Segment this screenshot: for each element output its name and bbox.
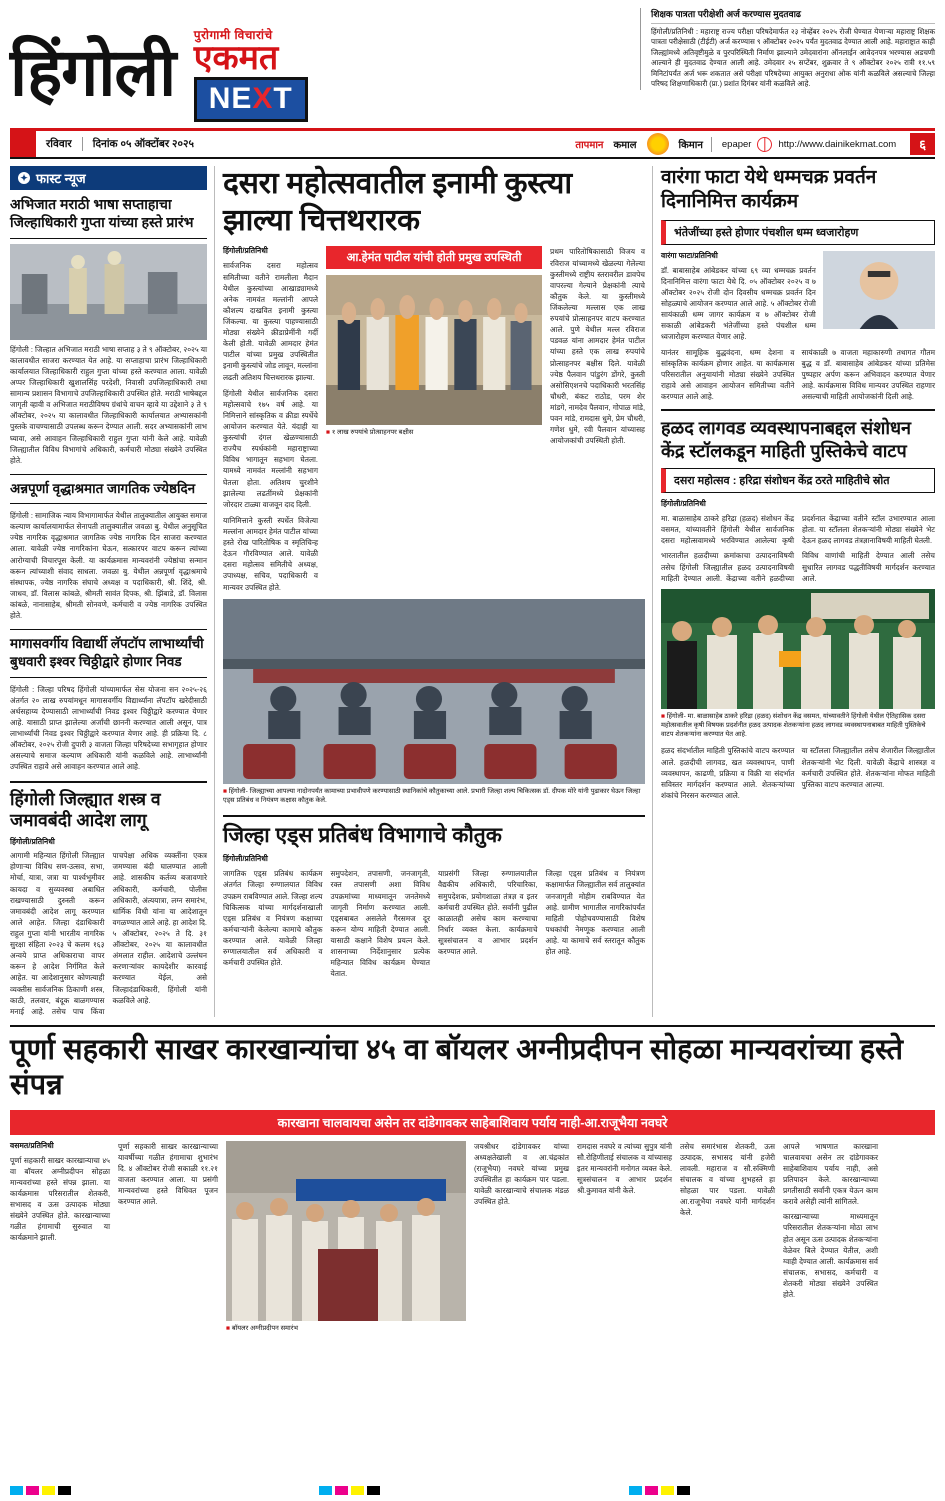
turmeric-photo-caption: ■ हिंगोली- मा. बाळासाहेब ठाकरे हरिद्रा (हळद) संशोधन केंद्र वसमत, यांच्यावतीने हिंगोली येथील ऐतिहासिक दसरा महोत्सवातील कृषी विषयक प्रदर्शनीत हळद उत्पादक शेतकऱ्यांना हळद लागवड व्यवस्थापनाबाबत माहिती पुस्तिकेचे वाटप शेतकऱ्यांना करण्यात येत आहे. xyxy=(661,712,926,739)
bottom-body-5: तसेच समारंभास शेतकरी, ऊस उत्पादक, सभासद यांनी हजेरी लावली. महाराज व सौ.रुक्मिणी संचालक व यांच्या शुभहस्ते हा सोहळा पार पडला. यावेळी आ.राजूभैया नवघरे यांनी मार्गदर्शन केले. xyxy=(680,1141,775,1218)
max-label: कमाल xyxy=(613,140,637,152)
story-body-2: हिंगोली : सामाजिक न्याय विभागामार्फत येथील तालुक्यातील आयुक्त समाज कल्याण कार्यालयामार्फत सेनापती तालुक्यातील जवळा बु. येथील अनुसूचित ज्येष्ठ नागरिक वृद्धाश्रमात जागतिक ज्येष्ठ नागरिक दिन साजरा करण्यात आला. यावेळी ज्येष्ठ नागरिकांना घेऊन, सत्कारपर वाटप करून त्यांच्या आरोग्याची विचारपूस केली. या कार्यक्रमास मान्यवरांनी ज्येष्ठांचा सन्मान करून त्यांच्याशी संवाद साधला. जवळा बु. येथील अन्नपूर्णा वृद्धाश्रमाचे संस्थापक, ज्येष्ठ नागरिक संघाचे अध्यक्ष व पदाधिकारी, श्री. शिंदे, श्री. जाधव, डॉ. विलास कांबळे, श्रीमती सावंत दिपक, श्री. झिंबाडे, डॉ. विलास कांबळे, नानासाहेब, श्रीमती सोनवणे, कर्मचारी व ज्येष्ठ नागरिक उपस्थित होते. xyxy=(10,511,207,621)
fast-news-label: फास्ट न्यूज xyxy=(36,171,86,187)
bottom-col-6 xyxy=(680,1141,775,1336)
bottom-body-3: जयश्रीधर दांडेगावकर यांच्या अध्यक्षतेखाली व आ.चंद्रकांत (राजूभैया) नवघरे यांच्या प्रमुख उपस्थितीत हा कार्यक्रम पार पडला. यावेळी कारखान्याचे संचालक मंडळ उपस्थित होते. xyxy=(474,1141,569,1207)
lead-photo-block xyxy=(326,246,542,592)
color-registration-bar xyxy=(10,1486,935,1495)
lead-kicker: आ.हेमंत पाटील यांची होती प्रमुख उपस्थिती xyxy=(326,246,542,269)
turmeric-body-3: हळद संदर्भातील माहिती पुस्तिकांचे वाटप करण्यात आले. हळदीची लागवड, खत व्यवस्थापन, पाणी व्यवस्थापन, काढणी, प्रक्रिया व विक्री या संदर्भात सविस्तर मार्गदर्शन करण्यात आले. शेतकऱ्यांच्या शंकांचे निरसन करण्यात आले. xyxy=(661,746,795,800)
photo-aids-meeting xyxy=(223,599,645,784)
caption-text: बॉयलर अग्नीप्रदीपन समारंभ xyxy=(231,1324,299,1332)
caption-text: हिंगोली- मा. बाळासाहेब ठाकरे हरिद्रा (हळद) संशोधन केंद्र वसमत, यांच्यावतीने हिंगोली येथील ऐतिहासिक दसरा महोत्सवातील कृषी विषयक प्रदर्शनीत हळद उत्पादक शेतकऱ्यांना हळद लागवड व्यवस्थापनाबाबत माहिती पुस्तिकेचे वाटप शेतकऱ्यांना करण्यात येत आहे. xyxy=(661,712,926,739)
middle-column xyxy=(223,166,653,1017)
color-swatch xyxy=(26,1486,39,1495)
ekmat-tagline: पुरोगामी विचारांचे xyxy=(193,28,273,42)
bottom-kicker: कारखाना चालवायचा असेन तर दांडेगावकर साहेबाशिवाय पर्याय नाही-आ.राजूभैया नवघरे xyxy=(10,1110,935,1135)
photo-abhijat-marathi xyxy=(10,244,207,340)
aids-body-columns xyxy=(223,868,645,979)
lead-body-1: सार्वजनिक दसरा महोत्सव समितीच्या वतीने रामलीला मैदान येथील कुस्त्यांच्या आखाड्यामध्ये अनेक नामवंत मल्लांनी आपले कौशल्य दाखवित इनामी कुस्त्या जिंकल्या. या कुस्त्या पाहण्यासाठी मोठ्या संख्येने क्रीडाप्रेमींनी गर्दी केली होती. यावेळी आमदार हेमंत पाटील यांच्या प्रमुख उपस्थितीत इनामी कुस्त्यांचे जोड लावून, मल्लांना लढती अतिशय चित्तथरारक झाल्या. xyxy=(223,261,319,382)
story-body-3: हिंगोली : जिल्हा परिषद हिंगोली यांच्यामार्फत सेस योजना सन २०२५-२६ अंतर्गत २० लाख रुपयांमधून मागासवर्गीय विद्यार्थ्यांना लॅपटॉप खरेदीसाठी अर्थसहाय्य देण्यासाठी लाभार्थ्यांची निवड इश्वर चिठ्ठीद्वारे करण्यात येणार आहे. यासाठी प्राप्त झालेल्या अर्जांची छाननी करण्यात आली असून, पात्र लाभार्थ्यांची निवड इश्वर चिठ्ठीद्वारे करण्यात येणार आहे. ही प्रक्रिया दि. ८ ऑक्टोबर, २०२५ रोजी दुपारी ३ वाजता जिल्हा परिषदेच्या सभागृहात होणार असल्याचे समाज कल्याण अधिकारी यांनी कळविले आहे. लाभार्थ्यांनी उपस्थित राहावे असे आवाहन करण्यात आले आहे. xyxy=(10,684,207,772)
lead-text-col-1 xyxy=(223,246,318,592)
lead-photo-caption: ■ १ लाख रुपयांचे प्रोत्साहनपर बक्षीस xyxy=(326,429,414,437)
aids-body-4: जिल्हा एड्स प्रतिबंध व नियंत्रण कक्षामार्फत जिल्ह्यातील सर्व तालुक्यांत जनजागृती मोहीम राबविण्यात येत आहे. ग्रामीण भागातील नागरिकांपर्यंत माहिती पोहोचवण्यासाठी विशेष पथकांची नेमणूक करण्यात आली आहे. या कामाचे सर्व स्तरातून कौतुक होत आहे. xyxy=(545,869,645,957)
warangaphata-body-1: डॉ. बाबासाहेब आंबेडकर यांच्या ६९ व्या धम्मचक्र प्रवर्तन दिनानिमित्त वारंगा फाटा येथे दि. ०५ ऑक्टोबर २०२५ व ७ ऑक्टोबर २०२५ रोजी दोन दिवसीय धम्मचक्र प्रवर्तन दिन सोहळ्याचे आयोजन करण्यात आले आहे. ५ ऑक्टोबर रोजी सायंकाळी धम्म जागर कार्यक्रम व ७ ऑक्टोबर रोजी सकाळी आंबेडकरी भंतेजींच्या हस्ते पंचशील धम्म ध्वजारोहण करण्यात येणार आहे. xyxy=(661,265,816,342)
lead-body-2: हिंगोली येथील सार्वजनिक दसरा महोत्सवाचे १७५ वर्ष आहे. या निमित्ताने सांस्कृतिक व क्रीडा स्पर्धेचे आयोजन करण्यात येते. यंदाही या कुस्त्यांची दंगल खेळण्यासाठी राज्यैच स्पर्धकांनी महाराष्ट्राच्या विविध भागातून सहभाग घेतला. यामध्ये नामवंत मल्लांनी सहभाग घेतला होता. अतिशय चुरशीने झालेल्या लढतींमध्ये प्रेक्षकांनी जोरदार टाळ्या वाजवून दाद दिली. xyxy=(223,388,318,509)
fast-news-header xyxy=(10,166,207,190)
bottom-body-4: रामदास नवघरे व त्यांच्या सुपुत्र यांनी सौ.रोहिणीताई संचालक व यांच्यासह इतर मान्यवरांनी मनोगत व्यक्त केले. सूत्रसंचालन व आभार प्रदर्शन श्री.कुमावत यांनी केले. xyxy=(577,1141,672,1196)
bottom-body-2: पूर्णा सहकारी साखर कारखान्याच्या यावर्षीच्या गळीत हंगामाचा शुभारंभ दि. ४ ऑक्टोबर रोजी सकाळी ११.२१ वाजता करण्यात आला. या प्रसंगी मान्यवरांच्या हस्ते विधिवत पूजन करण्यात आले. xyxy=(118,1141,218,1207)
weekday-label: रविवार xyxy=(46,138,72,151)
story-dateline-aids: हिंगोली/प्रतिनिधी xyxy=(223,854,268,864)
color-swatch xyxy=(335,1486,348,1495)
photo-art xyxy=(223,599,645,784)
bottom-body-1: पूर्णा सहकारी साखर कारखान्याचा ४५ वा बॉयलर अग्नीप्रदीपन सोहळा मान्यवरांच्या हस्ते संपन्न झाला. या कार्यक्रमास परिसरातील शेतकरी, सभासद व ऊस उत्पादक मोठ्या संख्येने उपस्थित होते. कारखान्याच्या गळीत हंगामाची सुरुवात या कार्यक्रमाने झाली. xyxy=(10,1155,110,1243)
story-headline-warangaphata: वारंगा फाटा येथे धम्मचक्र प्रवर्तन दिनानिमित्त कार्यक्रम xyxy=(661,167,877,213)
photo-art xyxy=(226,1141,466,1321)
sun-icon xyxy=(647,133,669,155)
next-pre: NE xyxy=(208,82,253,116)
color-swatch xyxy=(661,1486,674,1495)
photo-kusti-felicitation xyxy=(326,275,542,425)
color-swatch xyxy=(629,1486,642,1495)
right-column xyxy=(661,166,935,1017)
lead-body-3: यानिमित्ताने कुस्ती स्पर्धेत विजेत्या मल्लांना आमदार हेमंत पाटील यांच्या हस्ते रोख पारितोषिक व स्मृतिचिन्ह देऊन गौरविण्यात आले. यावेळी दसरा महोत्सव समितीचे अध्यक्ष, उपाध्यक्ष, सचिव, पदाधिकारी व मान्यवर उपस्थित होते. xyxy=(223,515,318,592)
photo-turmeric-stall xyxy=(661,589,935,709)
story-body-4: आगामी महिन्यात हिंगोली जिल्ह्यात होणाऱ्या विविध सण-उत्सव, सभा, मोर्चा, यात्रा, जत्रा या पार्श्वभूमीवर कायदा व सुव्यवस्था अबाधित राखण्यासाठी दुरुस्ती करून जमावबंदी आदेश लागू करण्यात आले आहेत. जिल्हा दंडाधिकारी राहुल गुप्ता यांनी भारतीय नागरिक सुरक्षा संहिता २०२३ चे कलम १६३ अन्वये प्राप्त अधिकाराचा वापर करून हे आदेश निर्गमित केले आहेत. या आदेशानुसार कोणत्याही व्यक्तीस सार्वजनिक ठिकाणी शस्त्र, काठी, तलवार, बंदूक बाळगण्यास मनाई आहे. तसेच पाच किंवा पाचपेक्षा अधिक व्यक्तींना एकत्र जमण्यास बंदी घालण्यात आली आहे. शासकीय कर्तव्य बजावणारे अधिकारी, कर्मचारी, पोलीस अधिकारी, अंत्ययात्रा, लग्न समारंभ, धार्मिक विधी यांना या आदेशातून वगळण्यात आले आहे. हा आदेश दि. ५ ऑक्टोबर, २०२५ ते दि. ३१ ऑक्टोबर, २०२५ या कालावधीत अंमलात राहील. आदेशाचे उल्लंघन करणाऱ्यांवर कायदेशीर कारवाई करण्यात येईल, असे जिल्हादंडाधिकारी, हिंगोली यांनी कळविले आहे. xyxy=(10,851,207,1016)
epaper-label: epaper xyxy=(721,138,752,150)
photo-art xyxy=(326,275,542,425)
brief-body: हिंगोली/प्रतिनिधी : महाराष्ट्र राज्य परीक्षा परिषदेमार्फत २३ नोव्हेंबर २०२५ रोजी घेण्यात येणाऱ्या महाराष्ट्र शिक्षक पात्रता परीक्षेसाठी (टीईटी) अर्ज करण्यास ९ ऑक्टोबर २०२५ पर्यंत मुदतवाढ देण्यात आली आहे. महाराष्ट्रात काही जिल्ह्यांमध्ये अतिवृष्टीमुळे व पुरपरिस्थिती निर्माण झाल्याने उमेदवारांना ऑनलाईन आवेदनपत्र भरण्यास अडचणी आल्याने ही मुदतवाढ देण्यात आली आहे. उमेदवार २५ सप्टेंबर, शुक्रवार ते ९ ऑक्टोबर २०२५ रात्री ११.५९ मिनिटांपर्यंत अर्ज भरू शकतात असे परीक्षा परिषदेच्या आयुक्त अनुराधा ओक यांनी कळविले असल्याचे जिल्हा परिषद शिक्षणाधिकारी (प्रा.) प्रशांत दिगंबर यांनी कळविले आहे. xyxy=(651,27,935,89)
date-bar xyxy=(10,128,935,159)
website-url[interactable]: http://www.dainikekmat.com xyxy=(778,138,897,150)
lead-dateline: हिंगोली/प्रतिनिधी xyxy=(223,246,268,256)
color-swatch xyxy=(58,1486,71,1495)
page-number: ६ xyxy=(910,133,935,155)
bottom-photo-block xyxy=(226,1141,466,1336)
lead-text-col-4 xyxy=(550,246,645,592)
brief-headline: शिक्षक पात्रता परीक्षेशी अर्ज करण्यास मुदतवाढ xyxy=(651,8,935,24)
warangaphata-photo-block xyxy=(823,251,935,343)
story-headline-aids: जिल्हा एड्स प्रतिबंध विभागाचे कौतुक xyxy=(223,824,502,848)
story-dateline-4: हिंगोली/प्रतिनिधी xyxy=(10,837,55,847)
photo-ambedkar-portrait xyxy=(823,251,935,329)
color-swatch xyxy=(319,1486,332,1495)
lead-headline: दसरा महोत्सवातील इनामी कुस्त्या झाल्या चित्तथरारक xyxy=(223,167,572,237)
turmeric-dateline: हिंगोली/प्रतिनिधी xyxy=(661,499,706,509)
color-swatch xyxy=(677,1486,690,1495)
photo-art xyxy=(823,251,935,329)
turmeric-body-1: मा. बाळासाहेब ठाकरे हरिद्रा (हळद) संशोधन केंद्र वसमत, यांच्यावतीने हिंगोली येथील सार्वजनिक दसरा महोत्सवामध्ये भरविण्यात आलेल्या कृषी प्रदर्शनात केंद्राच्या वतीने स्टॉल उभारण्यात आला होता. या स्टॉलला शेतकऱ्यांनी मोठ्या संख्येने भेट देऊन हळद लागवड तंत्रज्ञानाविषयी माहिती घेतली. xyxy=(661,514,935,546)
min-label: किमान xyxy=(678,140,703,152)
newspaper-title: हिंगोली xyxy=(10,37,176,111)
red-block xyxy=(10,131,36,157)
divider-2 xyxy=(661,409,935,411)
epaper-link[interactable] xyxy=(711,137,906,152)
aids-photo-caption: ■ हिंगोली- जिल्ह्याच्या आपल्या नादोनपर्यंत कामाच्या प्रभावीपणे करण्यासाठी स्थानिकांचे कौतुकाच्या आले. प्रभारी जिल्हा शल्य चिकित्सक डॉ. दीपक मोरे यांनी पुढाकार घेऊन जिल्हा एड्स प्रतिबंध व नियंत्रण कक्षास कौतुक केले. xyxy=(223,787,641,804)
temperature-widget xyxy=(575,133,711,155)
globe-icon xyxy=(757,137,772,152)
fast-news-icon: ✦ xyxy=(18,172,30,184)
story-headline-turmeric: हळद लागवड व्यवस्थापनाबद्दल संशोधन केंद्र स्टॉलकडून माहिती पुस्तिकेचे वाटप xyxy=(661,418,912,461)
photo-art xyxy=(10,244,207,340)
bottom-dateline: वसमत/प्रतिनिधी xyxy=(10,1140,54,1150)
caption-text: हिंगोली- जिल्ह्याच्या आपल्या नादोनपर्यंत कामाच्या प्रभावीपणे करण्यासाठी स्थानिकांचे कौतुकाच्या आले. प्रभारी जिल्हा शल्य चिकित्सक डॉ. दीपक मोरे यांनी पुढाकार घेऊन जिल्हा एड्स प्रतिबंध व नियंत्रण कक्षास कौतुक केले. xyxy=(223,787,641,804)
color-swatch xyxy=(10,1486,23,1495)
story-headline-3: मागासवर्गीय विद्यार्थी लॅपटॉप लाभार्थ्यांची बुधवारी इश्वर चिठ्ठीद्वारे होणार निवड xyxy=(10,629,207,677)
turmeric-body-4: या स्टॉलला जिल्ह्यातील तसेच शेजारील जिल्ह्यातील शेतकऱ्यांनी भेट दिली. यावेळी केंद्राचे शास्त्रज्ञ व कर्मचारी उपस्थित होते. शेतकऱ्यांना मोफत माहिती पुस्तिका वाटप करण्यात आल्या. xyxy=(801,746,935,789)
story-headline-4: हिंगोली जिल्ह्यात शस्त्र व जमावबंदी आदेश लागू xyxy=(10,781,207,833)
bottom-col-7 xyxy=(783,1141,878,1336)
aids-body-1: जागतिक एड्स प्रतिबंध कार्यक्रम अंतर्गत जिल्हा रुग्णालयात विविध उपक्रम राबविण्यात आले. जिल्हा शल्य चिकित्सक यांच्या मार्गदर्शनाखाली एड्स प्रतिबंध व नियंत्रण कक्षाच्या कर्मचाऱ्यांनी केलेल्या कामाचे कौतुक करण्यात आले. यावेळी जिल्हा रुग्णालयातील सर्व अधिकारी व कर्मचारी उपस्थित होते. xyxy=(223,869,323,968)
story-headline-1: अभिजात मराठी भाषा सप्ताहाचा जिल्हाधिकारी गुप्ता यांच्या हस्ते प्रारंभ xyxy=(10,190,207,238)
page-content xyxy=(10,166,935,1017)
divider xyxy=(223,815,645,817)
color-swatch xyxy=(645,1486,658,1495)
turmeric-body-2: भारतातील हळदीच्या क्रमांकाचा उत्पादनाविषयी तसेच हिंगोली जिल्ह्यातील हळद उत्पादनाविषयी माहिती देण्यात आली. केंद्राच्या वतीने हळदीच्या विविध वाणांची माहिती देण्यात आली तसेच सुधारित लागवड पद्धतीविषयी मार्गदर्शन करण्यात आले. xyxy=(661,551,935,583)
next-logo xyxy=(194,77,308,122)
color-swatch xyxy=(42,1486,55,1495)
ekmat-wordmark: एकमत xyxy=(193,40,279,77)
lead-body-4: प्रथम पारितोषिकासाठी विजय व रविराज यांच्यामध्ये खेळल्या गेलेल्या कुस्तीमध्ये राष्ट्रीय स्तरावरील डावपेच वापरल्या गेल्याने प्रेक्षकांनी त्याचे कौतुक केले. या कुस्तीमध्ये जिंकलेल्या मल्लास एक लाख रुपयांचे प्रोत्साहनपर वाटप करण्यात आले. पुणे येथील मल्ल रविराज पडवळ यांना आमदार हेमंत पाटील यांच्या हस्ते एक लाख रुपयांचे प्रोत्साहनपर बक्षीस दिले. यावेळी ज्येष्ठ पैलवान पांडुरंग डोंगरे, कुस्ती असोसिएशनचे पदाधिकारी भरतसिंह चौधरी, बंकट राठोड, परम शेर मांडगे, नामदेव पैलवान, गोपाळ मांडे, पवन मांडे, रामदास धुमे, प्रेम चौधरी, गणेश धुमे, रवी पैलवान यांच्यासह आयोजकांची उपस्थिती होती. xyxy=(550,247,645,446)
next-x: X xyxy=(252,82,274,116)
warangaphata-body-3: सायंकाळी ७ वाजता महाकारुणी तथागत गौतम बुद्ध व डॉ. बाबासाहेब आंबेडकर यांच्या प्रतिमेस पुष्पहार अर्पण करून अभिवादन करण्यात येणार आहे. कार्यक्रमास विविध मान्यवर उपस्थित राहणार असल्याची माहिती आयोजकांनी दिली आहे. xyxy=(801,347,935,401)
aids-body-3: याप्रसंगी जिल्हा रुग्णालयातील वैद्यकीय अधिकारी, परिचारिका, समुपदेशक, प्रयोगशाळा तंत्रज्ञ व इतर कर्मचारी उपस्थित होते. सर्वांनी पुढील काळातही असेच काम करण्याचा निर्धार व्यक्त केला. कार्यक्रमाचे सूत्रसंचालन व आभार प्रदर्शन करण्यात आले. xyxy=(438,869,538,957)
caption-text: १ लाख रुपयांचे प्रोत्साहनपर बक्षीस xyxy=(331,429,414,437)
masthead xyxy=(10,8,935,122)
bottom-col-1 xyxy=(10,1141,110,1336)
warangaphata-text-col xyxy=(661,251,816,343)
bottom-headline: पूर्णा सहकारी साखर कारखान्यांचा ४५ वा बॉयलर अग्नीप्रदीपन सोहळा मान्यवरांच्या हस्ते संपन्न xyxy=(10,1033,903,1102)
bottom-col-4 xyxy=(474,1141,569,1336)
temperature-label: तापमान xyxy=(575,140,604,152)
masthead-brand xyxy=(10,8,640,122)
bottom-col-5 xyxy=(577,1141,672,1336)
warangaphata-dateline: वारंगा फाटा/प्रतिनिधी xyxy=(661,250,718,260)
bottom-col-2 xyxy=(118,1141,218,1336)
bottom-story xyxy=(10,1025,935,1336)
bottom-body-7: कारखान्याच्या माध्यमातून परिसरातील शेतकऱ्यांना मोठा लाभ होत असून ऊस उत्पादक शेतकऱ्यांना वेळेवर बिले देण्यात येतील, अशी ग्वाही देण्यात आली. कार्यक्रमास सर्व संचालक, सभासद, कर्मचारी व शेतकरी मोठ्या संख्येने उपस्थित होते. xyxy=(783,1212,878,1300)
ekmat-logo xyxy=(194,26,308,122)
next-post: T xyxy=(273,82,293,116)
warangaphata-kicker: भंतेजींच्या हस्ते होणार पंचशील धम्म ध्वजारोहण xyxy=(661,220,935,245)
photo-boiler-ceremony xyxy=(226,1141,466,1321)
story-body-1: हिंगोली : जिल्हात अभिजात मराठी भाषा सप्ताह ३ ते ९ ऑक्टोबर, २०२५ या कालावधीत साजरा करण्यात येत आहे. या सप्ताहाचा प्रारंभ जिल्हाधिकारी कार्यालयात जिल्हाधिकारी राहुल गुप्ता यांच्या हस्ते करण्यात आला. यावेळी अप्पर जिल्हाधिकारी खुशालसिंह परदेशी, निवासी उपजिल्हाधिकारी तथा सामान्य प्रशासन विभागाचे उपजिल्हाधिकारी उपस्थित होते. मराठी भाषेबद्दल जागृती व्हावी व अभिजात मराठीविषय ग्रंथांचे वाचन व्हावे या उद्देशाने ३ ते ९ ऑक्टोबर, २०२५ या कालावधीत जिल्हाधिकारी कार्यालयात अभ्यासकांनी पुस्तके वाचण्यासाठी उपलब्ध करून देण्यात आली. सदर अभ्यासकांनी लाभ घ्यावा, असे आवाहन जिल्हाधिकारी राहुल गुप्ता यांनी केले आहे. यावेळी जिल्ह्यातील विविध विभागांचे अधिकारी, कर्मचारी मोठ्या संख्येने उपस्थित होते. xyxy=(10,344,207,465)
masthead-brief xyxy=(640,8,935,90)
bottom-photo-caption: ■ बॉयलर अग्नीप्रदीपन समारंभ xyxy=(226,1324,299,1332)
left-column xyxy=(10,166,215,1017)
turmeric-kicker: दसरा महोत्सव : हरिद्रा संशोधन केंद्र ठरते माहितीचे स्रोत xyxy=(661,468,935,493)
date-label: दिनांक ०५ ऑक्टोंबर २०२५ xyxy=(82,137,204,151)
color-swatch xyxy=(351,1486,364,1495)
aids-body-2: समुपदेशन, तपासणी, जनजागृती, रक्त तपासणी अशा विविध उपक्रमांच्या माध्यमातून जनतेमध्ये जागृती निर्माण करण्यात आली. एड्सबाबत असलेले गैरसमज दूर करून योग्य माहिती देण्यात आली. यासाठी कक्षाने विशेष प्रयत्न केले. शासनाच्या निर्देशानुसार प्रत्येक महिन्यात विविध कार्यक्रम घेण्यात येतात. xyxy=(330,869,430,979)
photo-art xyxy=(661,589,935,709)
warangaphata-body-2: यानंतर सामूहिक बुद्धवंदना, धम्म देशना व सांस्कृतिक कार्यक्रम होणार आहेत. या कार्यक्रमास परिसरातील अनुयायांनी मोठ्या संख्येने उपस्थित राहावे असे आवाहन आयोजन समितीच्या वतीने करण्यात आले आहे. xyxy=(661,347,795,401)
bottom-body-6: आपले भाषणात कारखाना चालवायचा असेन तर दांडेगावकर साहेबाशिवाय पर्याय नाही, असे प्रतिपादन केले. कारखान्याच्या प्रगतीसाठी सर्वांनी एकत्र येऊन काम करावे असेही त्यांनी सांगितले. xyxy=(783,1141,878,1207)
color-swatch xyxy=(367,1486,380,1495)
story-headline-2: अन्नपूर्णा वृद्धाश्रमात जागतिक ज्येष्ठदिन xyxy=(10,474,207,504)
